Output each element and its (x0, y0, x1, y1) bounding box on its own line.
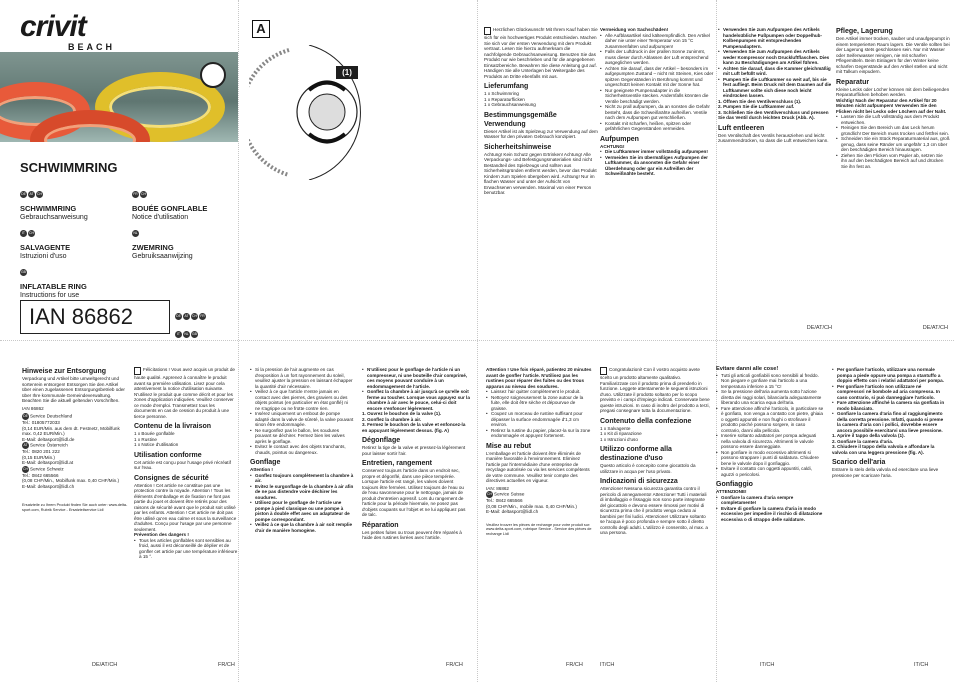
de-column-2: Vermeidung von Sachschäden! • Alle Aufblasartikel sind kälteempfindlich. Den Artikel daher nie unter einer Temperatur von 15 °C zusammenfalten und aufpumpen! • Falls der Luftdruck in der prallen Sonne zunimmt, muss dieser durch Ablassen der Luft entsprechend ausgeglichen werden. • Achten Sie darauf, dass der Artikel – besonders im aufgepumpten Zustand – nicht mit Steinen, Kies oder spitzen Gegenständen in Berührung kommt und ungeschützt keinen Kontakt mit der Sonne hat. • Nur geeignete Pumpenadapter in die Sicherheitsventile stecken. Andernfalls könnten die Ventile beschädigt werden. • Nicht zu prall aufpumpen, da an sonsten die Gefahr besteht, dass die Schweißnähte aufreißen. Ventile nach dem Aufpumpen gut verschließen. • Kontakt mit scharfen, heißen, spitzen oder gefährlichen Gegenständen vermeiden. Aufpumpen ACHTUNG! • Die Luftkammer immer vollständig aufpumpen! • Vermeiden Sie im übermäßiges Aufpumpen der Luftkammer, da ansonsten die Gefahr einer Überdehnung oder gar ein Aufreißen der Schweißnähte besteht. (600, 0, 714, 341)
de-column-3: • Verwenden Sie zum Aufpumpen des Artikels handelsübliche Fußpumpen oder Doppelhub-Kolbenpumpen mit entsprechenden Pumpenadaptern. • Verwenden Sie zum Aufpumpen des Artikels weder Kompressor noch Druckluftflaschen. Dies kann zu Beschädigungen am Artikel führen. • Achten Sie darauf, dass die Kammer gleichmäßig mit Luft befüllt wird. • Pumpen Sie die Luftkammer so weit auf, bis sie fest aufliegt. Beim Druck mit dem Daumen auf die Luftkammer sollte sich diese noch leicht eindrücken lassen. 1. Öffnen Sie den Ventilverschluss (1). 2. Pumpen Sie die Luftkammer auf. 3. Schließen Sie den Ventilverschluss und pressen Sie das Ventil durch leichten Druck (Abb. A). Luft entleeren Den Ventilschaft des Ventils herausziehen und leicht zusammendrücken, so dass die Luft entweichen kann. DE/AT/CH (718, 0, 832, 341)
cover-panel (0, 0, 238, 341)
de-column-5: Hinweise zur Entsorgung Verpackung und Artikel bitte umweltgerecht und sortenrein entsorgen! Entsorgen Sie den Artikel über einen zugelassenen Entsorgungsbetrieb oder über Ihre kommunale Gemeindeverwaltung. Beachten Sie die aktuell geltenden Vorschriften. IAN 86862 DE Service Deutschland Tel.: 01805772033 (0,14 EUR/Min. aus dem dt. Festnetz, Mobilfunk max. 0,42 EUR/Min.) E-Mail: deltasport@lidl.de AT Service Österreich Tel.: 0820 201 222 (0,15 EUR/Min.) E-Mail: deltasport@lidl.at CH Service Schweiz Tel.: 0842 665566 (0,08 CHF/Min., Mobilfunk max. 0,40 CHF/Min.) E-Mail: deltasport@lidl.ch Ersatzteile zu Ihrem Produkt finden Sie auch unter: www.delta-sport.com, Rubrik Service - Ersatzteilservice Lidl DE/AT/CH (22, 368, 128, 668)
lang-nl: NL ZWEMRING Gebruiksaanwijzing (132, 231, 193, 260)
page-footer: IT/CH (914, 662, 929, 668)
fr-column-3: • N'utilisez pour le gonflage de l'article ni un compresseur, ni une bouteille d'air comprimé, ces moyens pouvant conduire à un endommagement de l'article. • Gonflez la chambre à air jusqu'à ce qu'elle soit ferme au toucher. Lorsque vous appuyez sur la chambre à air avec le pouce, celui-ci doit encore s'enfoncer légèrement. 1. Ouvrez le bouchon de la valve (1). 2. Gonflez la chambre à air. 3. Fermez le bouchon de la valve et enfoncez-la en appuyant légèrement dessus. (fig. A) Dégonflage Retirez la tige de la valve et pressez-la légèrement pour laisser sortir l'air. Entretien, rangement Conservez toujours l'article dans un endroit sec, propre et dégonflé, dans une pièce tempérée. Lorsque l'article est rangé, les valves doivent toujours être fermées. Utilisez toujours de l'eau ou de l'eau savonneuse pour le nettoyage, jamais de produit d'entretien agressif. Lors du rangement de l'article pour la période hivernale, ne posez pas d'objets coupants sur l'objet et ne lui appliquez pas de talc. Réparation Les petites fuites ou trous peuvent être réparés à l'aide des rustines livrées avec l'article. FR/CH (362, 341, 470, 682)
page-footer: FR/CH (566, 662, 583, 668)
lang-fr: FR CH BOUÉE GONFLABLE Notice d'utilisation (132, 192, 208, 221)
fr-heading-rebut: Mise au rebut (486, 442, 532, 450)
de-heading-luft: Luft entleeren (718, 124, 765, 132)
fr-heading-contenu: Contenu de la livraison (134, 423, 212, 430)
fr-column-1: Félicitations ! Vous avez acquis un produit de haute qualité. Apprenez à connaître le produit avant sa première utilisation. Lisez pour cela attentivement la notice d'utilisation suivante. N'utilisez le produit que comme décrit et pour les zones d'application indiquées. Veuillez conserver ce mode d'emploi. Transmettez tous les documents en cas de cession du produit à une tierce personne. Contenu de la livraison 1 x Bouée gonflable 1 x Rustine 1 x Notice d'utilisation Utilisation conforme Cet article est conçu pour l'usage privé récréatif sur l'eau. Consignes de sécurité Attention ! Cet article ne constitue pas une protection contre la noyade. Attention ! Tous les éléments d'emballage et de fixation ne font pas partie du jouet et doivent être retirés pour des raisons de sécurité avant que le produit soit utilisé par les enfants. Attention ! Cet article ne doit pas être utilisé qu'en eau calme et sous la surveillance d'adultes. Conçu pour l'usage par une personne seulement. Prévention des dangers ! • Tous les articles gonflables sont sensibles au froid, aussi il est déconseillé de déplier et de gonfler cet article par une température inférieure à 15 °. FR/CH (134, 341, 238, 682)
de-intro: Herzlichen Glückwunsch! Mit Ihrem Kauf haben Sie sich für ein hochwertiges Produkt entschieden. Machen Sie sich vor der ersten Verwendung mit dem Produkt vertraut. Lesen Sie hierzu aufmerksam die nachfolgende Gebrauchsanweisung. Benutzen Sie das Produkt nur wie beschrieben und für die angegebenen Einsatzbereiche. Bewahren Sie diese Anleitung gut auf. Händigen Sie alle Unterlagen bei Weitergabe des Produkts an Dritte ebenfalls mit aus. (484, 27, 598, 79)
lang-de: DE AT CH SCHWIMMRING Gebrauchsanweisung (20, 192, 88, 221)
page-footer: DE/AT/CH (922, 325, 948, 331)
product-title: SCHWIMMRING (20, 160, 118, 175)
fr-heading-entretien: Entretien, rangement (362, 460, 433, 467)
it-heading-utilizzo: Utilizzo conforme alla destinazione d'uso (600, 446, 672, 462)
it-heading-gonfiaggio: Gonfiaggio (716, 481, 753, 488)
page-footer: IT/CH (760, 662, 775, 668)
fr-column-4: Attention ! Une fois réparé, patientez 20 minutes avant de gonfler l'article. N'utilisez pas les rustines pour réparer des fuites ou des trous apparus au niveau des soudures. • Laissez l'air quitter complètement le produit. • Nettoyez soigneusement la zone autour de la fuite, elle doit être sèche et dépourvue de graisse. • Coupez un morceau de rustine suffisant pour dépasser la surface endommagée d'1,3 cm environ. • Retirez la rustine du papier, placez-la sur la zone endommagée et appuyez fortement. Mise au rebut L'emballage et l'article doivent être éliminés de manière favorable à l'environnement. Eliminez l'article par l'intermédiaire d'une entreprise de recyclage autorisée ou via les services compétents de votre commune. Veuillez tenir compte des directives actuelles en vigueur. IAN: 86862 CH Service Suisse Tel.: 0842 665566 (0,08 CHF/Min., mobile max. 0,40 CHF/Min.) E-Mail: deltasport@lidl.ch Veuillez trouver les pièces de rechange pour votre produit sur: www.delta-sport.com, rubrique Service - Service des pièces de rechange Lidl FR/CH (486, 341, 592, 682)
figure-label: A (252, 20, 270, 38)
lang-it: IT CH SALVAGENTE Istruzioni d'uso (20, 231, 71, 260)
page-footer: DE/AT/CH (806, 325, 832, 331)
language-list-left (20, 186, 125, 303)
de-heading-lieferumfang: Lieferumfang (484, 83, 529, 90)
page-footer: IT/CH (600, 662, 615, 668)
fr-heading-securite: Consignes de sécurité (134, 474, 209, 482)
de-heading-sicherheit: Sicherheitshinweise (484, 143, 552, 151)
it-column-2: Evitare danni alle cose! • Tutti gli articoli gonfiabili sono sensibili al freddo. Non piegare e gonfiare mai l'articolo a una temperatura inferiore a 15 °C! • Se la pressione dell'aria aumenta sotto l'azione diretta dei raggi solari, bilanciarla adeguatamente liberando una scarica equa dell'aria. • Fare attenzione affinché l'articolo, in particolare se è gonfiato, non venga a contatto con pietre, ghiaia o oggetti appuntiti e non frughi o strofinare il prodotto poiché possono sorgere, in caso contrario, danni alla pellicola. • Inserire soltanto adattatori per pompa adeguati nella valvola di sicurezza. Altrimenti le valvole possono essere danneggiate. • Non gonfiare in modo eccessivo altrimenti si possono strappare i punti di saldatura. Chiudere bene le valvole dopo il gonfiaggio. • Evitare il contatto con oggetti appuntiti, caldi, aguzzi o pericolosi. Gonfiaggio ATTENZIONE! • Gonfiare la camera d'aria sempre completamente! • Evitare di gonfiare la camera d'aria in modo eccessivo per impedire il rischio di dilatazione eccessiva o di strappo delle saldature. IT/CH (716, 341, 824, 682)
fr-heading-gonflage: Gonflage (250, 459, 281, 466)
it-column-3: • Per gonfiare l'articolo, utilizzare una normale pompa a piede oppure una pompa a stantuffo a doppio effetto con i relativi adattatori per pompa. • Per gonfiare l'articolo non utilizzare né compressori né bombole ad aria compressa. In caso contrario, si può danneggiare l'articolo. • Fare attenzione affinché la camera sia gonfiata in modo bilanciato. • Gonfiare la camera d'aria fino al raggiungimento della corretta pressione. Infatti, quando si preme la camera d'aria con i pollici, dovrebbe essere ancora possibile esercitarvi una lieve pressione. 1. Aprire il tappo della valvola (1). 2. Gonfiare la camera d'aria. 3. Chiudere il tappo della valvola e affondare la valvola con una leggera pressione (fig. A). Scarico dell'aria Estrarre lo stelo della valvola ed esercitare una lieve pressione per scaricare l'aria. IT/CH (832, 341, 946, 682)
de-heading-aufpumpen: Aufpumpen (600, 135, 639, 143)
de-column-1: Herzlichen Glückwunsch! Mit Ihrem Kauf haben Sie sich für ein hochwertiges Produkt entschieden. Machen Sie sich vor der ersten Verwendung mit dem Produkt vertraut. Lesen Sie hierzu aufmerksam die nachfolgende Gebrauchsanweisung. Benutzen Sie das Produkt nur wie beschrieben und für die angegebenen Einsatzbereiche. Bewahren Sie diese Anleitung gut auf. Händigen Sie alle Unterlagen bei Weitergabe des Produkts an Dritte ebenfalls mit aus. Lieferumfang 1 x Schwimmring 1 x Reparaturflicken 1 x Gebrauchsanweisung Bestimmungsgemäße Verwendung Dieser Artikel ist als Spielzeug zur Verwendung auf dem Wasser für den privaten Gebrauch konzipiert. Sicherheitshinweise Achtung! Kein Schutz gegen Ertrinken! Achtung! Alle Verpackungs- und Befestigungsmaterialien sind nicht Bestandteil des Spielzeugs und sollten aus Sicherheitsgründen entfernt werden, bevor das Produkt Kindern zum Spielen übergeben wird. Achtung! Nur im flachen Wasser und unter der Aufsicht von Erwachsenen verwenden. Maximal von einer Person benutzbar. (484, 27, 598, 195)
language-list-right (132, 186, 232, 264)
brand-logo: crivit BEACH (20, 10, 116, 52)
fr-heading-reparation: Réparation (362, 521, 399, 529)
it-heading-sicurezza: Indicazioni di sicurezza (600, 478, 678, 485)
age-warning-icon (200, 62, 226, 88)
de-heading-reparatur: Reparatur (836, 78, 870, 86)
figure-panel (239, 0, 485, 341)
fr-heading-degonflage: Dégonflage (362, 437, 401, 444)
it-heading-scarico: Scarico dell'aria (832, 459, 886, 466)
de-heading-pflege: Pflege, Lagerung (836, 28, 893, 35)
it-column-1: Congratulazioni! Con il vostro acquisto avete scelto un prodotto altamente qualitativo. Familiarizzate con il prodotto prima di prenderlo in funzione. Leggete attentamente le seguenti istruzioni d'uso. Utilizzate il prodotto soltanto per lo scopo previsto e i campi d'impiego indicati. Conservate bene queste istruzioni. In caso di inoltro del prodotto a terzi, pregasi consegnare tutta la documentazione. Contenuto della confezione 1 x Salvagente 1 x Kit di riparazione 1 x Istruzioni d'uso Utilizzo conforme alla destinazione d'uso Questo articolo è concepito come giocattolo da utilizzare in acqua per l'uso privato. Indicazioni di sicurezza Attenzione! Nessuna sicurezza garantita contro il pericolo di annegamento! Attenzione! Tutti i materiali di imballaggio e fissaggio non sono parte integrante del giocattolo e devono essere rimossi per motivi di sicurezza prima che il prodotto venga ceduto ai bambini per fini ludici. Attenzione! Utilizzare soltanto se l'acqua è poco profonda e sempre sotto il diretto controllo degli adulti. L'utilizzo è consentito, al max. a una persona. IT/CH (600, 367, 710, 668)
de-heading-entsorgung: Hinweise zur Entsorgung (22, 368, 107, 375)
de-heading-verwendung: Bestimmungsgemäße Verwendung (484, 111, 557, 128)
it-heading-contenuto: Contenuto della confezione (600, 417, 692, 425)
fr-column-2: • Si la pression de l'air augmente en cas d'exposition à un fort rayonnement du soleil, veuillez ajuster la pression en laissant échapper la quantité d'air nécessaire. • Veillez à ce que l'article n'entre jamais en contact avec des pierres, des graviers ou des objets pointus (en particulier en état gonflé) ni ne s'agrippe ou ne frotte contre rien. • Insérez uniquement un embout de pompe adapté dans la valve de sûreté, la valve pouvant sinon être endommagée. • Ne surgonflez pas le ballon, les soudures pouvant se déchirer. Fermez bien les valves après le gonflage. • Evitez le contact avec des objets tranchants, chauds, pointus ou dangereux. Gonflage Attention ! • Gonflez toujours complètement la chambre à air. • Evitez le surgonflage de la chambre à air afin de ne pas distendre voire déchirer les soudures. • Utilisez pour le gonflage de l'article une pompe à pied classique ou une pompe à piston à double effet avec un adaptateur de pompe correspondant. • Veillez à ce que la chambre à air soit remplie d'air de manière homogène. (250, 341, 354, 682)
page-footer: DE/AT/CH (92, 662, 118, 668)
page-footer: FR/CH (446, 662, 463, 668)
de-column-4: Pflege, Lagerung Den Artikel immer trocken, sauber und unaufgepumpt in einem temperierten Raum lagern. Die Ventile sollten bei der Lagerung stets geschlossen sein. Nur mit Wasser oder Seifenwasser reinigen, nie mit scharfen Pflegemitteln. Beim Einlagern für den Winter keine scharfen Gegenstände auf den Artikel stellen und nicht mit Talkum einpudern. Reparatur Kleine Lecks oder Löcher können mit dem beiliegenden Reparaturflicken behoben werden. Wichtig! Nach der Reparatur den Artikel für 20 Minuten nicht aufpumpen! Verwenden Sie den Flicken nicht bei Lecks oder Löchern auf der Naht. • Lassen Sie die Luft vollständig aus dem Produkt entweichen. • Reinigen Sie den Bereich um das Leck herum gründlich! Der Bereich muss trocken und fettfrei sein. • Schneiden Sie ein Stück Reparaturmaterial aus, groß genug, dass seine Ränder um ungefähr 1,3 cm über den beschädigten Bereich hinausragen. • Ziehen Sie den Flicken vom Papier ab, setzen Sie ihn auf den beschädigten Bereich auf und drücken Sie ihn fest an. DE/AT/CH (836, 0, 950, 341)
lang-gb: GB INFLATABLE RING Instructions for use (20, 270, 87, 299)
page-footer: FR/CH (218, 662, 235, 668)
fr-heading-utilisation: Utilisation conforme (134, 451, 202, 459)
callout-1: (1) (336, 66, 358, 79)
ian-country-codes: DE AT CH FR IT NL GB (176, 314, 205, 337)
ian-number: IAN 86862 (20, 300, 170, 334)
